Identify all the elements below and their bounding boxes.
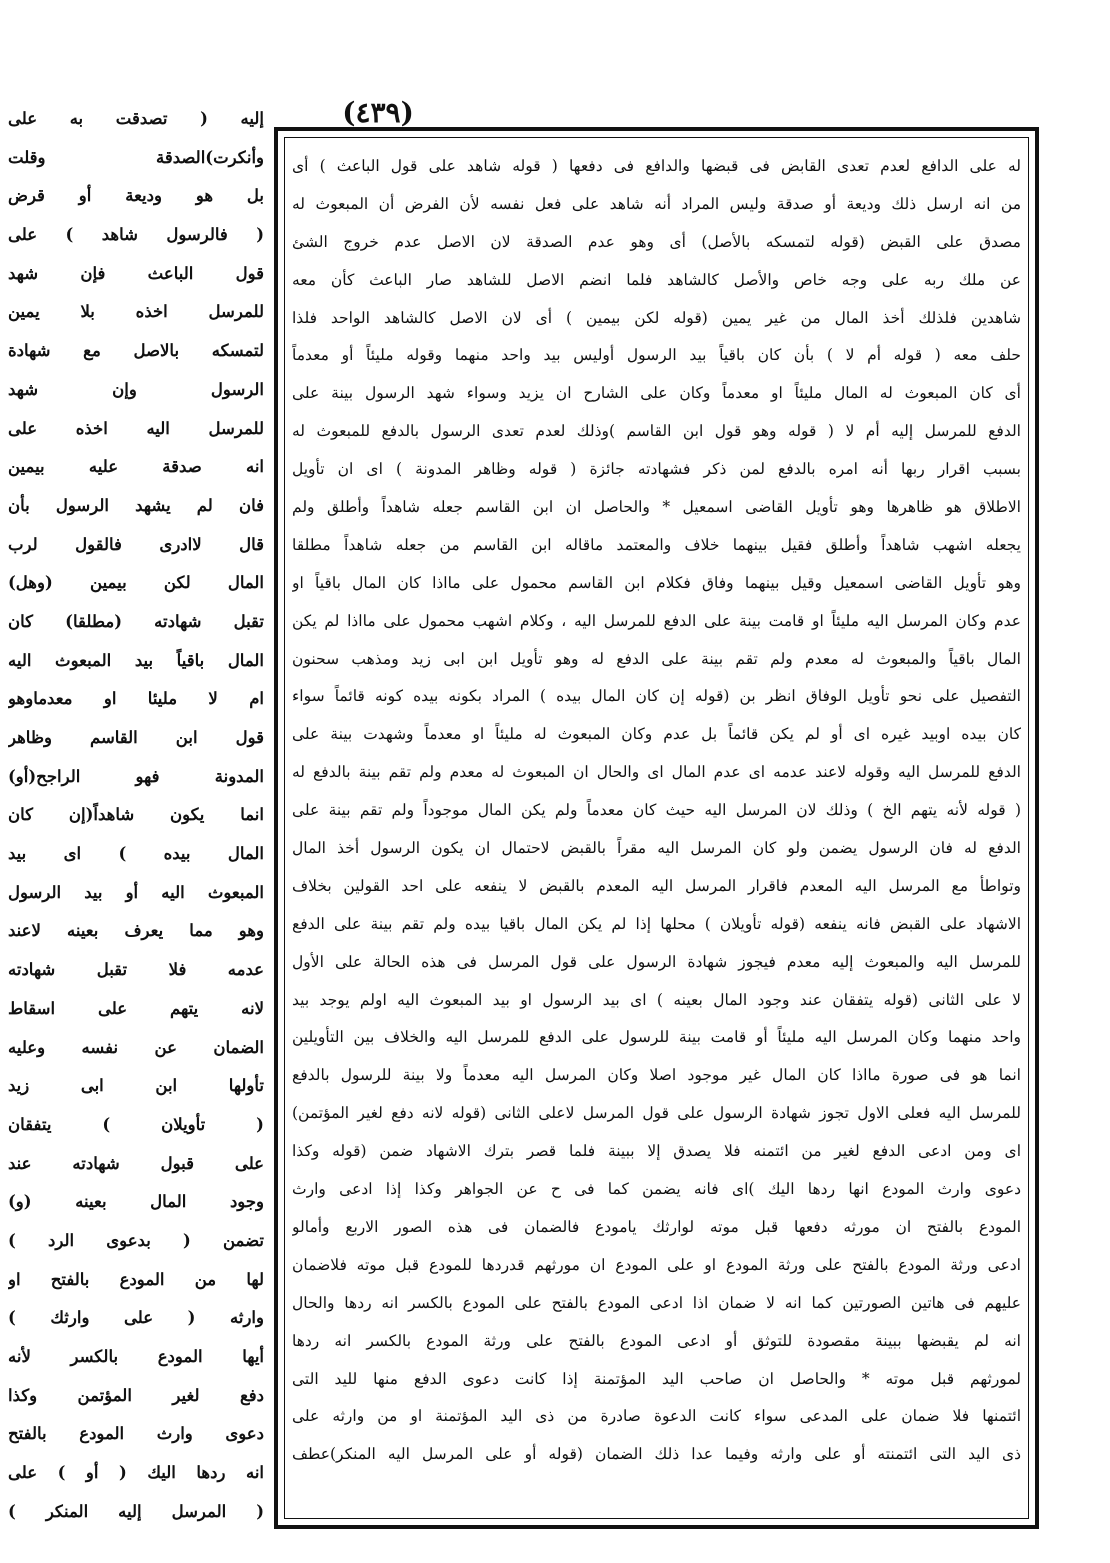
margin-line: قال لاادرى فالقول لرب: [8, 534, 264, 554]
margin-line: دفع لغير المؤتمن وكذا: [8, 1385, 264, 1405]
page-number: (٤٣٩): [342, 96, 414, 129]
margin-line: وهو مما يعرف بعينه لاعند: [8, 921, 264, 941]
main-line: التفصيل على نحو تأويل الوفاق انظر بن (قوله إن كان المال بيده ) المراد بكونه بيده كونه قائماً سواء: [292, 687, 1021, 706]
margin-line: المال باقياً بيد المبعوث اليه: [8, 650, 264, 670]
main-line: يجعله اشهب شاهداً وأطلق فقيل بينهما خلاف والمعتمد ماقاله ابن القاسم من جعله شاهداً مطلقا: [292, 535, 1021, 554]
margin-line: وجود المال بعينه (و): [8, 1192, 264, 1212]
main-line: ( قوله لأنه يتهم الخ ) وذلك لان المرسل اليه حيث كان معدماً ولم يكن المال موجوداً ولم تقم بينة على: [292, 801, 1021, 820]
margin-line: للمرسل اليه اخذه على: [8, 418, 264, 438]
main-line: اى ومن ادعى الدفع لغير من ائتمنه فلا يصدق إلا ببينة فلما قصر بترك الاشهاد ضمن (قوله وكذا: [292, 1142, 1021, 1161]
margin-line: للمرسل اخذه بلا يمين: [8, 302, 264, 322]
main-line: عليهم فى هاتين الصورتين كما انه لا ضمان اذا ادعى المودع بالفتح على المودع بالكسر انه ردها والحال: [292, 1293, 1021, 1312]
margin-line: الرسول وإن شهد: [8, 379, 264, 399]
margin-line: المال بيده ) اى بيد: [8, 844, 264, 864]
main-line: كان بيده اوبيد غيره اى أو لم يكن قائماً بل عدم وكان المبعوث له مليئاً او معدماً وشهدت بينة على: [292, 725, 1021, 744]
margin-line: المدونة فهو الراجح(أو): [8, 766, 264, 786]
main-line: شاهدين فلذلك أخذ المال من غير يمين (قوله لكن بيمين ) أى لان الاصل كالشاهد الواحد فلذا: [292, 308, 1021, 327]
main-line: الاطلاق هو ظاهرها وهو تأويل القاضى اسمعيل * والحاصل ان ابن القاسم جعله شاهداً وأطلق ولم: [292, 498, 1021, 517]
margin-line: على قبول شهادته عند: [8, 1153, 264, 1173]
margin-line: المبعوث اليه أو بيد الرسول: [8, 882, 264, 902]
main-line: له على الدافع لعدم تعدى القابض فى قبضها والدافع فى دفعها ( قوله شاهد على قول الباعث ) أى: [292, 157, 1021, 175]
margin-line: ( تأويلان ) يتفقان: [8, 1114, 264, 1134]
margin-line: وارثه ( على وارثك ): [8, 1308, 264, 1328]
margin-line: المال لكن بيمين (وهل): [8, 573, 264, 593]
margin-line: لتمسكه بالاصل مع شهادة: [8, 341, 264, 361]
margin-line: تضمن ( بدعوى الرد ): [8, 1230, 264, 1250]
main-line: الدفع للمرسل اليه وقوله لاعند عدمه اى عدم المال اى والحال ان المبعوث له معدم ولم تقم بينة بالدفع له: [292, 763, 1021, 782]
margin-line: قول ابن القاسم وظاهر: [8, 728, 264, 747]
main-line: وتواطأ مع المرسل اليه المعدم فاقرار المرسل اليه المعدم بالقبض لا ينفعه على احد القولين بخلاف: [292, 876, 1021, 895]
margin-line: الضمان عن نفسه وعليه: [8, 1037, 264, 1057]
margin-line: فان لم يشهد الرسول بأن: [8, 495, 264, 515]
main-line: بسبب اقرار ربها أنه امره بالدفع لمن ذكر فشهادته جائزة ( قوله وظاهر المدونة ) اى ان تأويل: [292, 460, 1021, 479]
margin-line: انه صدقة عليه بيمين: [8, 457, 264, 477]
margin-line: إليه ( تصدقت به على: [8, 109, 264, 128]
main-line: ذى اليد التى ائتمنته أو على وارثه وفيما عدا ذلك الضمان (قوله أو على المرسل اليه المنكر)عطف: [292, 1445, 1021, 1464]
main-line: المودع بالفتح ان مورثه دفعها قبل موته لوارثك يامودع فالضمان فى هذه الصور الاربع وأمالو: [292, 1217, 1021, 1236]
main-line: ادعى ورثة المودع بالفتح على ورثة المودع او على المودع ان مورثهم قدردها للمودع قبل موته فلاضمان: [292, 1255, 1021, 1274]
margin-line: لها من المودع بالفتح او: [8, 1269, 264, 1289]
margin-matn-text: [8, 100, 264, 1521]
main-line: مصدق على القبض (قوله لتمسكه بالأصل) أى وهو عدم الصدقة لان الاصل عدم خروج الشئ: [292, 232, 1021, 251]
main-line: [292, 1474, 1021, 1512]
margin-line: قول الباعث فإن شهد: [8, 263, 264, 283]
main-line: المال باقياً والمبعوث له معدم ولم تقم بينة على الدفع له وهو تأويل ابن ابى زيد ومذهب سحنون: [292, 649, 1021, 668]
margin-line: ( فالرسول شاهد ) على: [8, 225, 264, 245]
margin-line: ( المرسل إليه المنكر ): [8, 1501, 264, 1521]
margin-line: تقبل شهادته (مطلقا) كان: [8, 611, 264, 631]
main-line: لا على الثانى (قوله يتفقان عند وجود المال بعينه ) اى بيد الرسول او بيد المبعوث اليه اولم يوجد بيد: [292, 990, 1021, 1009]
main-line: واحد منهما وكان المرسل اليه مليئاً أو قامت بينة للرسول على الدفع للمرسل اليه والخلاف بين التأويلين: [292, 1028, 1021, 1047]
main-commentary-text: [292, 148, 1021, 1513]
main-line: للمرسل اليه فعلى الاول تجوز شهادة الرسول على قول المرسل لاعلى الثانى (قوله لانه دفع لغير المؤتمن): [292, 1104, 1021, 1123]
main-line: أى كان المبعوث له المال مليئاً او معدماً وكان على الشارح ان يزيد وسواء شهد الرسول بينة على: [292, 384, 1021, 403]
main-line: من انه ارسل ذلك وديعة أو صدقة وليس المراد أنه شاهد على فعل نفسه لأن الفرض أن المبعوث له: [292, 194, 1021, 213]
margin-line: وأنكرت)الصدقة وقلت: [8, 147, 264, 167]
main-line: الدفع للمرسل إليه أم لا ( قوله وهو قول ابن القاسم )وذلك لعدم تعدى الرسول بالدفع للمبعوث له: [292, 422, 1021, 441]
margin-line: أيها المودع بالكسر لأنه: [8, 1347, 264, 1366]
margin-line: لانه يتهم على اسقاط: [8, 998, 264, 1018]
main-line: عدم وكان المرسل اليه مليئاً او قامت بينة على الدفع للمرسل اليه ، وكلام اشهب محمول على مااذا لم يكن: [292, 611, 1021, 630]
main-line: عن ملك ربه على وجه خاص والأصل كالشاهد فلما انضم الاصل للشاهد صار الباعث كأن معه: [292, 270, 1021, 289]
main-line: الدفع له فان الرسول يضمن ولو كان المرسل اليه مقراً بالقبض لاحتمال ان يكون الرسول أخذ المال: [292, 839, 1021, 858]
margin-line: تأولها ابن ابى زيد: [8, 1076, 264, 1096]
margin-line: بل هو وديعة أو قرض: [8, 186, 264, 206]
main-line: انما هو فى صورة مااذا كان المال غير موجود اصلا وكان المرسل اليه معدماً ولا بينة للرسول بالدفع: [292, 1066, 1021, 1085]
margin-line: ام لا مليئا او معدماوهو: [8, 689, 264, 709]
margin-line: عدمه فلا تقبل شهادته: [8, 960, 264, 980]
main-line: وهو تأويل القاضى اسمعيل وقيل بينهما وفاق فكلام ابن القاسم محمول على مااذا كان المال باقياً او: [292, 573, 1021, 592]
margin-line: دعوى وارث المودع بالفتح: [8, 1424, 264, 1444]
main-line: للمرسل اليه والمبعوث إليه معدم فيجوز شهادة الرسول على قول المرسل فى هذه الحالة على الأول: [292, 952, 1021, 971]
main-line: انه لم يقبضها ببينة مقصودة للتوثق أو ادعى المودع بالفتح على ورثة المودع بالكسر انه ردها: [292, 1331, 1021, 1350]
margin-line: انما يكون شاهداً(إن كان: [8, 805, 264, 825]
main-line: حلف معه ( قوله أم لا ) بأن كان باقياً بيد الرسول أوليس بيد واحد منهما وقوله مليئاً أو معدماً: [292, 346, 1021, 365]
main-line: لمورثهم قبل موته * والحاصل ان صاحب اليد المؤتمنة إذا كانت دعوى الدفع منها لليد التى: [292, 1369, 1021, 1388]
main-line: دعوى وارث المودع انها ردها اليك )اى فانه يضمن كما فى ح عن الجواهر وكذا إذا ادعى وارث: [292, 1180, 1021, 1199]
main-line: ائتمنها فلا ضمان على المدعى سواء كانت الدعوة صادرة من ذى اليد المؤتمنة او من وارثه على: [292, 1407, 1021, 1426]
main-line: الاشهاد على القبض فانه ينفعه (قوله تأويلان ) محلها إذا لم يكن المال باقيا بيده ولم تقم بينة على الدفع: [292, 914, 1021, 933]
margin-line: انه ردها اليك ( أو ) على: [8, 1463, 264, 1483]
